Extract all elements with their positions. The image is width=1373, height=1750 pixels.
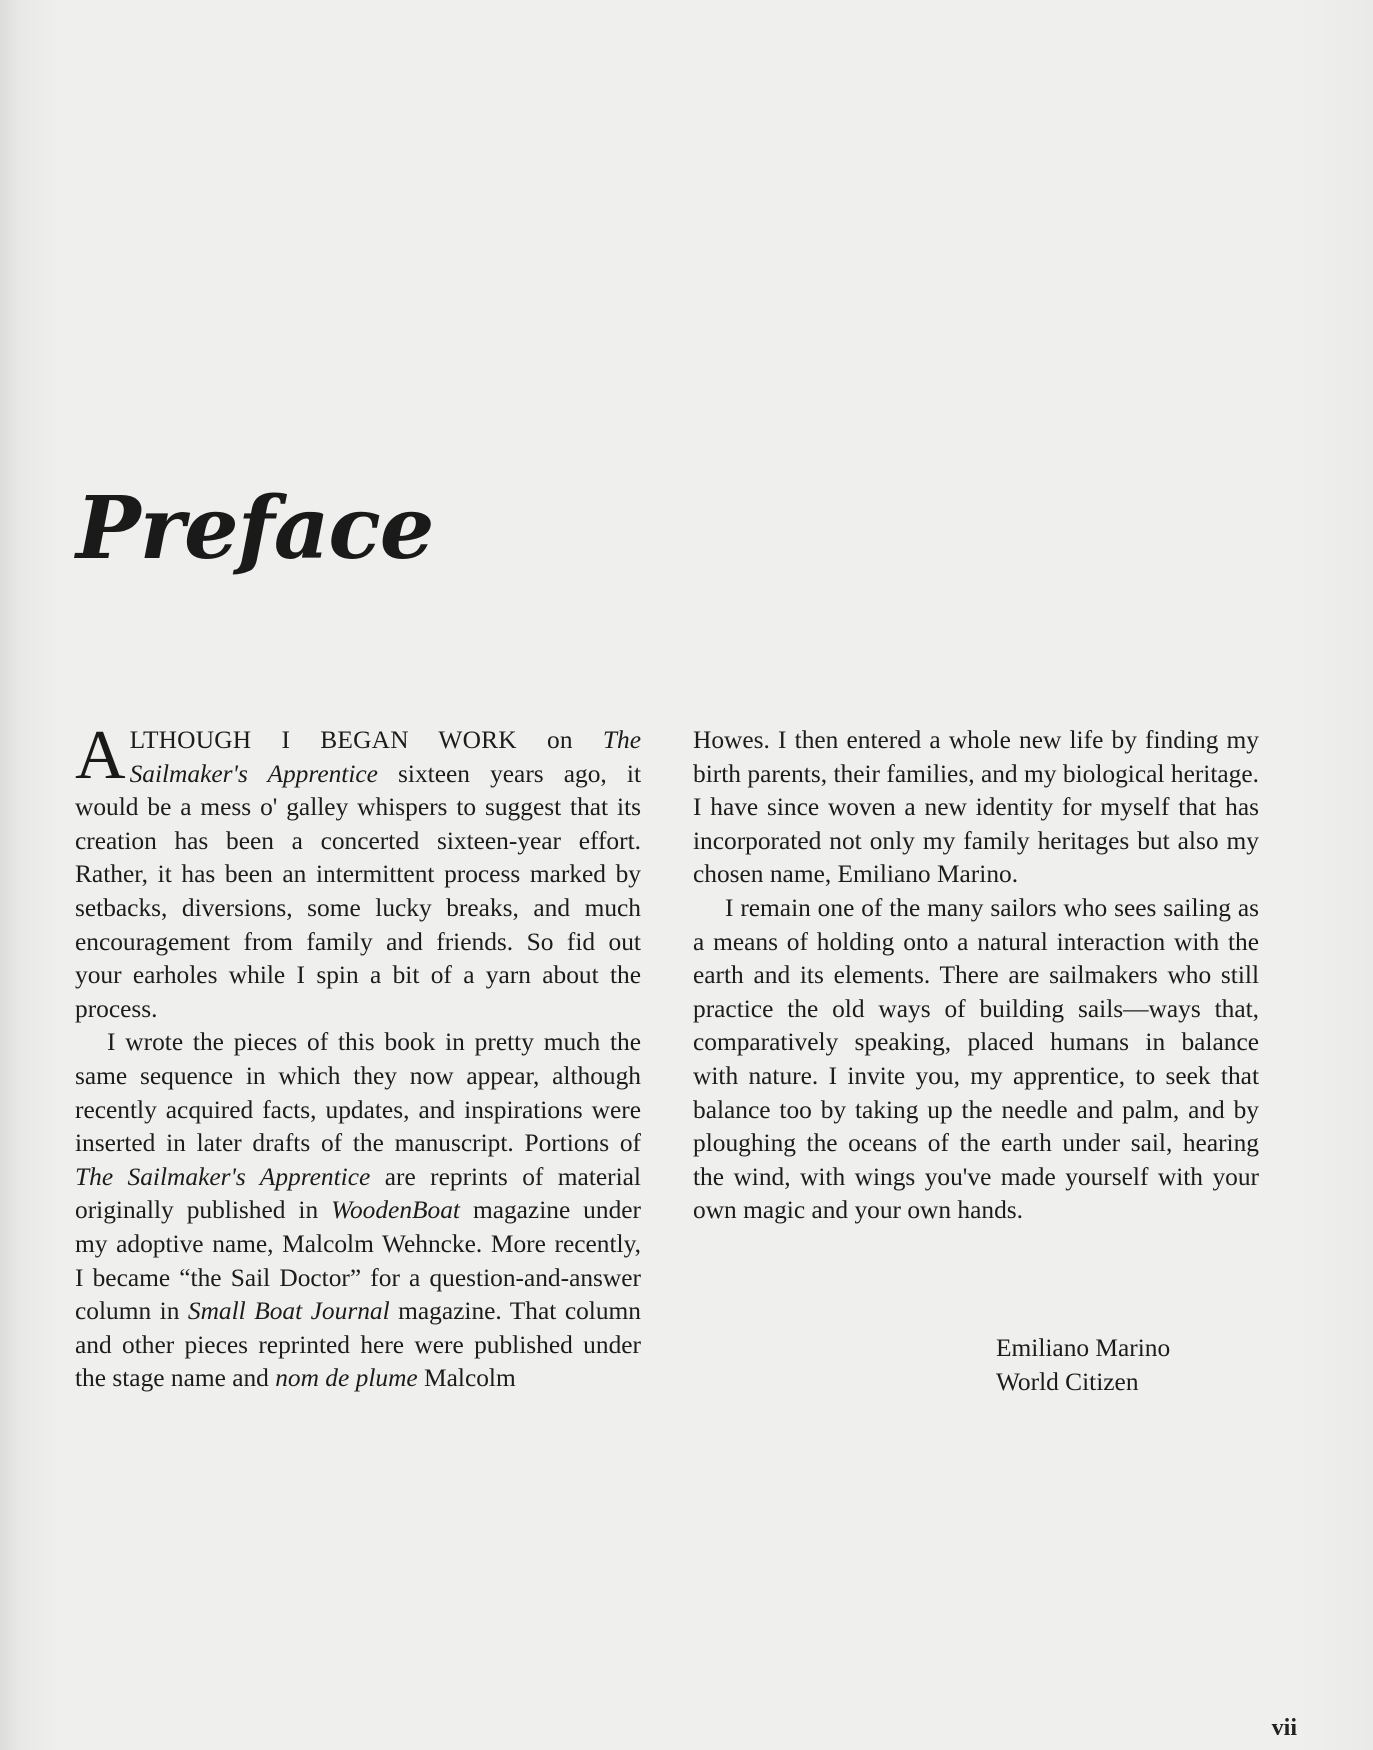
page-title: Preface <box>76 478 434 579</box>
paragraph-text: are reprints of material originally published in <box>75 1162 641 1225</box>
pen-name-italic: nom de plume <box>275 1364 418 1393</box>
paragraph-text: Malcolm <box>424 1364 516 1393</box>
paragraph-text: sixteen years ago, it would be a mess o' galley whispers to suggest that its creation has been a concerted sixteen-year effort. Rather, it has been an intermittent process marked by setbacks, diversions, some lucky breaks, and much encouragement from family and friends. So fid out your earholes while I spin a bit of a yarn about the process. <box>75 759 641 1023</box>
paragraph-history <box>75 1026 641 1396</box>
paragraph-text: magazine. That column and other pieces reprinted here were published under the stage name and <box>75 1297 641 1393</box>
signature-block <box>996 1331 1170 1399</box>
paragraph-text: magazine under my adoptive name, Malcolm Wehncke. More recently, I became “the Sail Doctor” for a question-and-answer column in <box>75 1196 641 1326</box>
paragraph-text: I wrote the pieces of this book in pretty much the same sequence in which they now appear, although recently acquired facts, updates, and inspirations were inserted in later drafts of the manuscript. Portions of <box>75 1028 641 1158</box>
book-title-italic: The Sailmaker's Apprentice <box>129 726 641 788</box>
author-place: World Citizen <box>996 1368 1139 1396</box>
paragraph-opening <box>75 717 641 1026</box>
magazine-title-italic: WoodenBoat <box>331 1196 460 1225</box>
book-title-italic: The Sailmaker's Apprentice <box>75 1162 371 1191</box>
drop-cap: A <box>75 717 126 794</box>
page-number: vii <box>1271 1715 1297 1741</box>
text-column-right <box>693 724 1259 1228</box>
author-name: Emiliano Marino <box>996 1334 1171 1362</box>
paragraph-continued: Howes. I then entered a whole new life by finding my birth parents, their families, and my biological heritage. I have since woven a new identity for myself that has incorporated not only my family heritages but also my chosen name, Emiliano Marino. <box>693 726 1259 889</box>
magazine-title-italic: Small Boat Journal <box>187 1297 390 1326</box>
opening-words: LTHOUGH I BEGAN WORK on <box>129 726 603 754</box>
paragraph-closing: I remain one of the many sailors who sees sailing as a means of holding onto a natural interaction with the earth and its elements. There are sailmakers who still practice the old ways of building sails—ways that, comparatively speaking, placed humans in balance with nature. I invite you, my apprentice, to seek that balance too by taking up the needle and palm, and by ploughing the oceans of the earth under sail, hearing the wind, with wings you've made yourself with your own magic and your own hands. <box>693 893 1259 1225</box>
text-column-left <box>75 717 641 1396</box>
